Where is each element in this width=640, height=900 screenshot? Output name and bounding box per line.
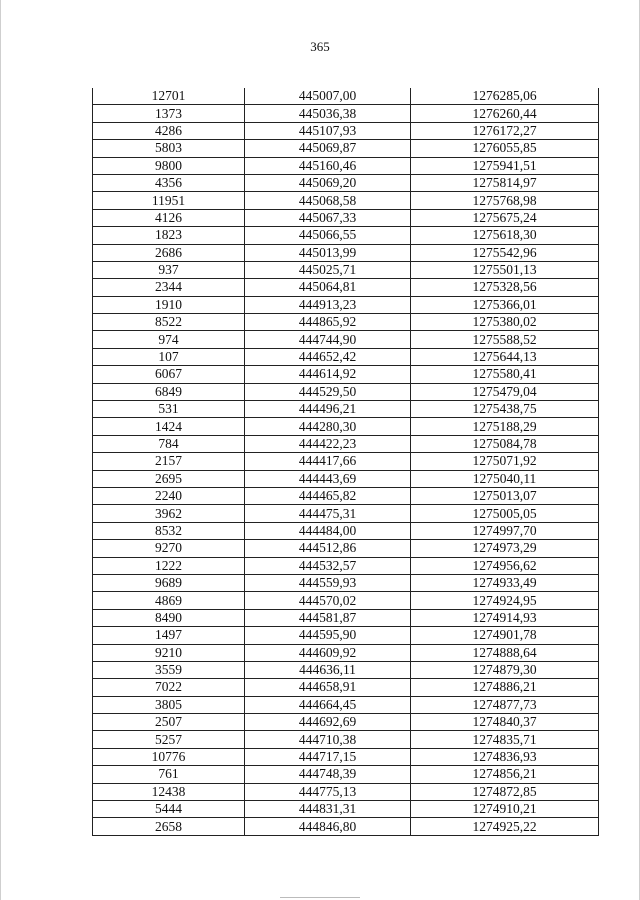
x-coordinate-cell: 444775,13 [245, 783, 411, 800]
coordinates-table [92, 88, 599, 836]
y-coordinate-cell: 1275580,41 [411, 366, 599, 383]
table-row [93, 279, 599, 296]
x-coordinate-cell: 445025,71 [245, 261, 411, 278]
x-coordinate-cell: 445069,87 [245, 140, 411, 157]
x-coordinate-cell: 444692,69 [245, 714, 411, 731]
y-coordinate-cell: 1274901,78 [411, 627, 599, 644]
x-coordinate-cell: 444652,42 [245, 348, 411, 365]
x-coordinate-cell: 444484,00 [245, 522, 411, 539]
table-row [93, 453, 599, 470]
point-number-cell: 6067 [93, 366, 245, 383]
point-number-cell: 6849 [93, 383, 245, 400]
table-row [93, 801, 599, 818]
point-number-cell: 1373 [93, 105, 245, 122]
y-coordinate-cell: 1275479,04 [411, 383, 599, 400]
page-edge-bottom [280, 897, 360, 898]
y-coordinate-cell: 1274879,30 [411, 661, 599, 678]
y-coordinate-cell: 1275588,52 [411, 331, 599, 348]
y-coordinate-cell: 1274872,85 [411, 783, 599, 800]
y-coordinate-cell: 1274836,93 [411, 748, 599, 765]
x-coordinate-cell: 445007,00 [245, 88, 411, 105]
x-coordinate-cell: 444570,02 [245, 592, 411, 609]
point-number-cell: 5257 [93, 731, 245, 748]
x-coordinate-cell: 445069,20 [245, 174, 411, 191]
x-coordinate-cell: 444559,93 [245, 574, 411, 591]
table-row [93, 766, 599, 783]
point-number-cell: 2507 [93, 714, 245, 731]
y-coordinate-cell: 1275644,13 [411, 348, 599, 365]
table-row [93, 557, 599, 574]
y-coordinate-cell: 1274925,22 [411, 818, 599, 835]
y-coordinate-cell: 1275071,92 [411, 453, 599, 470]
x-coordinate-cell: 444496,21 [245, 401, 411, 418]
y-coordinate-cell: 1275188,29 [411, 418, 599, 435]
y-coordinate-cell: 1275084,78 [411, 435, 599, 452]
x-coordinate-cell: 444658,91 [245, 679, 411, 696]
table-row [93, 470, 599, 487]
table-row [93, 209, 599, 226]
y-coordinate-cell: 1275380,02 [411, 314, 599, 331]
x-coordinate-cell: 444443,69 [245, 470, 411, 487]
point-number-cell: 4286 [93, 122, 245, 139]
y-coordinate-cell: 1275941,51 [411, 157, 599, 174]
table-row [93, 261, 599, 278]
x-coordinate-cell: 445107,93 [245, 122, 411, 139]
point-number-cell: 531 [93, 401, 245, 418]
table-row [93, 418, 599, 435]
y-coordinate-cell: 1274888,64 [411, 644, 599, 661]
point-number-cell: 12701 [93, 88, 245, 105]
x-coordinate-cell: 444532,57 [245, 557, 411, 574]
point-number-cell: 2686 [93, 244, 245, 261]
point-number-cell: 9800 [93, 157, 245, 174]
point-number-cell: 761 [93, 766, 245, 783]
point-number-cell: 974 [93, 331, 245, 348]
y-coordinate-cell: 1276055,85 [411, 140, 599, 157]
y-coordinate-cell: 1276172,27 [411, 122, 599, 139]
x-coordinate-cell: 445160,46 [245, 157, 411, 174]
point-number-cell: 1424 [93, 418, 245, 435]
y-coordinate-cell: 1274856,21 [411, 766, 599, 783]
table-row [93, 105, 599, 122]
y-coordinate-cell: 1275013,07 [411, 487, 599, 504]
y-coordinate-cell: 1274886,21 [411, 679, 599, 696]
table-row [93, 192, 599, 209]
y-coordinate-cell: 1275814,97 [411, 174, 599, 191]
y-coordinate-cell: 1275005,05 [411, 505, 599, 522]
point-number-cell: 1497 [93, 627, 245, 644]
point-number-cell: 8532 [93, 522, 245, 539]
x-coordinate-cell: 444846,80 [245, 818, 411, 835]
x-coordinate-cell: 444717,15 [245, 748, 411, 765]
x-coordinate-cell: 444417,66 [245, 453, 411, 470]
point-number-cell: 10776 [93, 748, 245, 765]
y-coordinate-cell: 1276285,06 [411, 88, 599, 105]
point-number-cell: 784 [93, 435, 245, 452]
table-row [93, 88, 599, 105]
point-number-cell: 11951 [93, 192, 245, 209]
coordinates-table-body [93, 88, 599, 835]
x-coordinate-cell: 445036,38 [245, 105, 411, 122]
table-row [93, 818, 599, 835]
point-number-cell: 3962 [93, 505, 245, 522]
point-number-cell: 8490 [93, 609, 245, 626]
point-number-cell: 4869 [93, 592, 245, 609]
table-row [93, 679, 599, 696]
point-number-cell: 9270 [93, 540, 245, 557]
table-row [93, 540, 599, 557]
table-row [93, 314, 599, 331]
page-edge-left [0, 0, 1, 900]
y-coordinate-cell: 1274877,73 [411, 696, 599, 713]
y-coordinate-cell: 1275675,24 [411, 209, 599, 226]
x-coordinate-cell: 445068,58 [245, 192, 411, 209]
point-number-cell: 3805 [93, 696, 245, 713]
x-coordinate-cell: 444636,11 [245, 661, 411, 678]
point-number-cell: 3559 [93, 661, 245, 678]
x-coordinate-cell: 444614,92 [245, 366, 411, 383]
table-row [93, 487, 599, 504]
x-coordinate-cell: 444664,45 [245, 696, 411, 713]
x-coordinate-cell: 444595,90 [245, 627, 411, 644]
page-number: 365 [310, 39, 330, 54]
y-coordinate-cell: 1274924,95 [411, 592, 599, 609]
table-row [93, 627, 599, 644]
table-row [93, 331, 599, 348]
point-number-cell: 7022 [93, 679, 245, 696]
x-coordinate-cell: 445066,55 [245, 227, 411, 244]
x-coordinate-cell: 445013,99 [245, 244, 411, 261]
x-coordinate-cell: 444512,86 [245, 540, 411, 557]
table-row [93, 244, 599, 261]
y-coordinate-cell: 1275618,30 [411, 227, 599, 244]
table-row [93, 157, 599, 174]
table-row [93, 296, 599, 313]
table-row [93, 644, 599, 661]
x-coordinate-cell: 444744,90 [245, 331, 411, 348]
x-coordinate-cell: 444581,87 [245, 609, 411, 626]
y-coordinate-cell: 1276260,44 [411, 105, 599, 122]
table-row [93, 505, 599, 522]
point-number-cell: 1910 [93, 296, 245, 313]
table-row [93, 383, 599, 400]
y-coordinate-cell: 1274840,37 [411, 714, 599, 731]
point-number-cell: 4356 [93, 174, 245, 191]
point-number-cell: 12438 [93, 783, 245, 800]
table-row [93, 592, 599, 609]
x-coordinate-cell: 444710,38 [245, 731, 411, 748]
y-coordinate-cell: 1274910,21 [411, 801, 599, 818]
point-number-cell: 9210 [93, 644, 245, 661]
point-number-cell: 2240 [93, 487, 245, 504]
x-coordinate-cell: 444280,30 [245, 418, 411, 435]
x-coordinate-cell: 444913,23 [245, 296, 411, 313]
table-row [93, 348, 599, 365]
point-number-cell: 937 [93, 261, 245, 278]
table-row [93, 140, 599, 157]
table-row [93, 574, 599, 591]
x-coordinate-cell: 444465,82 [245, 487, 411, 504]
y-coordinate-cell: 1274914,93 [411, 609, 599, 626]
y-coordinate-cell: 1275040,11 [411, 470, 599, 487]
table-row [93, 366, 599, 383]
x-coordinate-cell: 445067,33 [245, 209, 411, 226]
y-coordinate-cell: 1274997,70 [411, 522, 599, 539]
point-number-cell: 107 [93, 348, 245, 365]
table-row [93, 435, 599, 452]
x-coordinate-cell: 444529,50 [245, 383, 411, 400]
y-coordinate-cell: 1274973,29 [411, 540, 599, 557]
table-row [93, 401, 599, 418]
table-row [93, 609, 599, 626]
table-row [93, 227, 599, 244]
x-coordinate-cell: 444831,31 [245, 801, 411, 818]
x-coordinate-cell: 444475,31 [245, 505, 411, 522]
point-number-cell: 2695 [93, 470, 245, 487]
point-number-cell: 5803 [93, 140, 245, 157]
x-coordinate-cell: 444609,92 [245, 644, 411, 661]
y-coordinate-cell: 1275542,96 [411, 244, 599, 261]
point-number-cell: 9689 [93, 574, 245, 591]
y-coordinate-cell: 1275328,56 [411, 279, 599, 296]
point-number-cell: 1222 [93, 557, 245, 574]
y-coordinate-cell: 1275366,01 [411, 296, 599, 313]
point-number-cell: 2157 [93, 453, 245, 470]
table-row [93, 696, 599, 713]
table-row [93, 748, 599, 765]
x-coordinate-cell: 444422,23 [245, 435, 411, 452]
y-coordinate-cell: 1275501,13 [411, 261, 599, 278]
y-coordinate-cell: 1275438,75 [411, 401, 599, 418]
y-coordinate-cell: 1275768,98 [411, 192, 599, 209]
y-coordinate-cell: 1274956,62 [411, 557, 599, 574]
x-coordinate-cell: 444748,39 [245, 766, 411, 783]
x-coordinate-cell: 444865,92 [245, 314, 411, 331]
table-row [93, 661, 599, 678]
y-coordinate-cell: 1274933,49 [411, 574, 599, 591]
y-coordinate-cell: 1274835,71 [411, 731, 599, 748]
table-row [93, 731, 599, 748]
point-number-cell: 1823 [93, 227, 245, 244]
point-number-cell: 5444 [93, 801, 245, 818]
table-row [93, 522, 599, 539]
table-row [93, 122, 599, 139]
table-row [93, 783, 599, 800]
point-number-cell: 2658 [93, 818, 245, 835]
table-row [93, 714, 599, 731]
point-number-cell: 8522 [93, 314, 245, 331]
x-coordinate-cell: 445064,81 [245, 279, 411, 296]
point-number-cell: 2344 [93, 279, 245, 296]
table-row [93, 174, 599, 191]
point-number-cell: 4126 [93, 209, 245, 226]
